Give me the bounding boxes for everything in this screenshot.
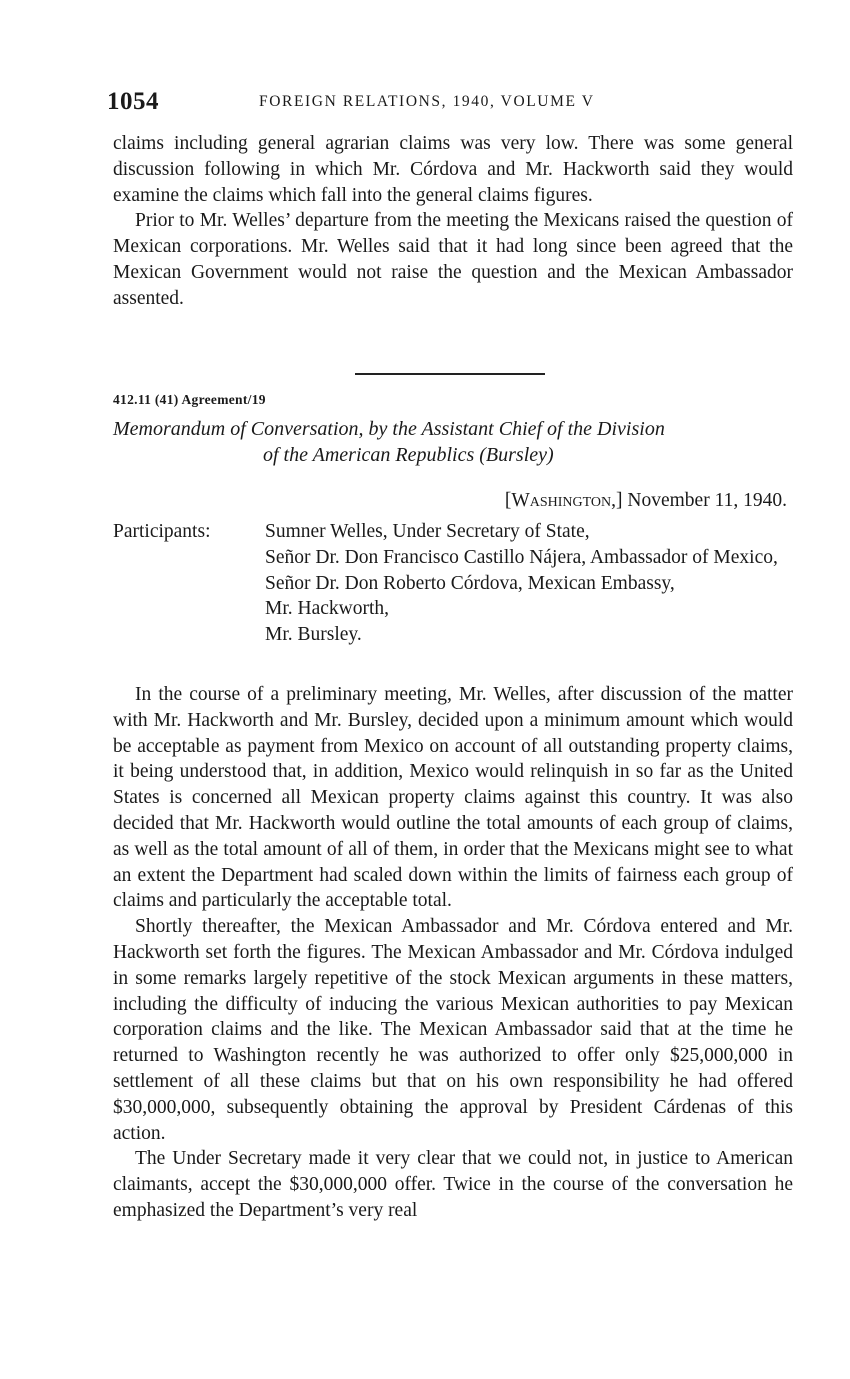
- paragraph: In the course of a preliminary meeting, Mr. Welles, after discussion of the matter with Mr. Hackworth and Mr. Bursley, decided upon a minimum amount which would be acceptable as payment from Mexico on account of all outstanding property claims, it being understood that, in addition, Mexico would relinquish in so far as the United States is concerned all Mexican property claims against this country. It was also decided that Mr. Hackworth would outline the total amounts of each group of claims, as well as the total amount of all of them, in order that the Mexicans might see to what an extent the Department had scaled down within the limits of fairness each group of claims and particularly the acceptable total.: [113, 684, 793, 912]
- paragraph: The Under Secretary made it very clear that we could not, in justice to American claimants, accept the $30,000,000 offer. Twice in the course of the conversation he emphasized the Department’s very real: [113, 1148, 793, 1221]
- participant: Señor Dr. Don Francisco Castillo Nájera, Ambassador of Mexico,: [265, 546, 778, 568]
- dateline: [505, 490, 787, 512]
- document-title: [113, 416, 793, 468]
- page-number: 1054: [107, 88, 159, 115]
- memorandum-body: [113, 682, 793, 1224]
- paragraph: Shortly thereafter, the Mexican Ambassador and Mr. Córdova entered and Mr. Hackworth set forth the figures. The Mexican Ambassador and Mr. Córdova indulged in some remarks largely repetitive of the stock Mexican arguments in these matters, including the difficulty of inducing the various Mexican authorities to pay Mexican corporation claims and the like. The Mexican Ambassador said that at the time he returned to Washington recently he was authorized to offer only $25,000,000 in settlement of all these claims but that on his own responsibility he had offered $30,000,000, subsequently obtaining the approval by President Cárdenas of this action.: [113, 916, 793, 1144]
- participant: Sumner Welles, Under Secretary of State,: [265, 521, 590, 542]
- participants-list: [265, 519, 795, 648]
- paragraph: Prior to Mr. Welles’ departure from the meeting the Mexicans raised the question of Mexican corporations. Mr. Welles said that it had long since been agreed that the Mexican Government would not raise the question and the Mexican Ambassador assented.: [113, 210, 793, 309]
- title-line: Memorandum of Conversation, by the Assistant Chief of the Division: [113, 418, 665, 440]
- dateline-date: November 11, 1940.: [627, 490, 787, 511]
- dateline-place: [Washington,]: [504, 490, 623, 511]
- participant: Mr. Bursley.: [265, 624, 362, 646]
- running-head: FOREIGN RELATIONS, 1940, VOLUME V: [259, 93, 595, 110]
- file-reference: 412.11 (41) Agreement/19: [113, 392, 266, 407]
- page-header: [107, 88, 797, 118]
- section-divider: [355, 373, 545, 375]
- title-line: of the American Republics (Bursley): [263, 444, 554, 466]
- continuation-text: [113, 131, 793, 312]
- participant: Señor Dr. Don Roberto Córdova, Mexican Embassy,: [265, 572, 675, 594]
- paragraph: claims including general agrarian claims was very low. There was some general discussion following in which Mr. Córdova and Mr. Hackworth said they would examine the claims which fall into the general claims figures.: [113, 133, 793, 206]
- participants-label: Participants:: [113, 521, 211, 542]
- participant: Mr. Hackworth,: [265, 598, 390, 620]
